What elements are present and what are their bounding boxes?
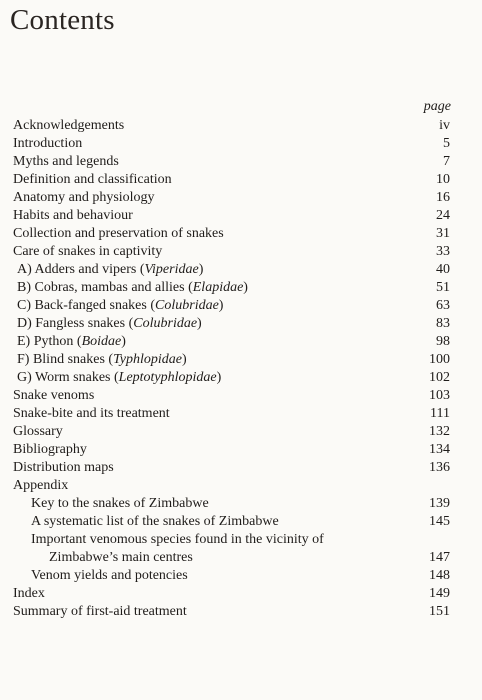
- toc-entry-title: Care of snakes in captivity: [13, 244, 163, 259]
- toc-entry-title: Distribution maps: [13, 460, 114, 475]
- toc-entry: [13, 603, 450, 621]
- toc-entry-title: Summary of first-aid treatment: [13, 604, 187, 619]
- toc-entry-title: A) Adders and vipers (Viperidae): [17, 262, 204, 277]
- family-name: Typhlopidae: [113, 352, 183, 367]
- toc-entry-page: 7: [443, 154, 450, 169]
- toc-entry-page: 139: [429, 496, 450, 511]
- family-name: Colubridae: [133, 316, 198, 331]
- family-name: Boidae: [81, 334, 122, 349]
- toc-entry-page: 136: [429, 460, 450, 475]
- toc-entry-page: 111: [430, 406, 450, 421]
- toc-entry: [13, 405, 450, 423]
- toc-entry-page: 31: [436, 226, 450, 241]
- family-name: Viperidae: [144, 262, 199, 277]
- family-name: Elapidae: [192, 280, 244, 295]
- toc-entry-title: Definition and classification: [13, 172, 172, 187]
- page-column-label: page: [423, 99, 451, 114]
- toc-entry-page: 33: [436, 244, 450, 259]
- toc-entry-title: Introduction: [13, 136, 83, 151]
- toc-entry-title: Glossary: [13, 424, 63, 439]
- toc-subentry: [13, 567, 450, 585]
- toc-entry-family: [13, 297, 450, 315]
- toc-entry-page: 145: [429, 514, 450, 529]
- toc-entry-title: Index: [13, 586, 45, 601]
- toc-entry-page: 10: [436, 172, 450, 187]
- toc-entry-title: B) Cobras, mambas and allies (Elapidae): [17, 280, 248, 295]
- toc-subentry: [13, 531, 450, 567]
- toc-subentry: [13, 495, 450, 513]
- toc-entry-title: Key to the snakes of Zimbabwe: [31, 496, 209, 511]
- toc-entry-title: Appendix: [13, 478, 69, 493]
- toc-entry-page: 5: [443, 136, 450, 151]
- toc-entry-page: 40: [436, 262, 450, 277]
- toc-entry-page: 149: [429, 586, 450, 601]
- toc-entry: [13, 225, 450, 243]
- toc-entry-family: [13, 261, 450, 279]
- toc-entry-family: [13, 351, 450, 369]
- toc-entry-title: Habits and behaviour: [13, 208, 133, 223]
- toc-entry-title: Venom yields and potencies: [31, 568, 188, 583]
- toc-entry-title: Acknowledgements: [13, 118, 125, 133]
- family-name: Leptotyphlopidae: [118, 370, 217, 385]
- toc-entry: [13, 423, 450, 441]
- toc-entry-family: [13, 333, 450, 351]
- toc-entry: [13, 135, 450, 153]
- toc-entry: [13, 207, 450, 225]
- toc-entry: [13, 189, 450, 207]
- toc-entry-title-continuation: Zimbabwe’s main centres: [49, 550, 193, 565]
- toc-entry: [13, 243, 450, 261]
- toc-entry-page: 16: [436, 190, 450, 205]
- toc-entry-page: 151: [429, 604, 450, 619]
- toc-entry-page: 100: [429, 352, 450, 367]
- toc-entry: [13, 153, 450, 171]
- toc-entry-title: Important venomous species found in the vicinity of Zimbabwe’s main centres: [31, 531, 391, 567]
- toc-entry: [13, 171, 450, 189]
- toc-entry-title: Anatomy and physiology: [13, 190, 155, 205]
- toc-entry-page: 24: [436, 208, 450, 223]
- toc-entry: [13, 585, 450, 603]
- toc-entry-page: iv: [439, 118, 450, 133]
- toc-entry-page: 51: [436, 280, 450, 295]
- toc-entry-title: G) Worm snakes (Leptotyphlopidae): [17, 370, 222, 385]
- toc-entry-family: [13, 279, 450, 297]
- toc-entry-title: F) Blind snakes (Typhlopidae): [17, 352, 187, 367]
- toc-entry: [13, 459, 450, 477]
- toc-entry-title: C) Back-fanged snakes (Colubridae): [17, 298, 224, 313]
- toc-entry: [13, 117, 450, 135]
- toc-entry-title: Bibliography: [13, 442, 87, 457]
- toc-entry-page: 83: [436, 316, 450, 331]
- toc-entry-page: 134: [429, 442, 450, 457]
- toc-entry-page: 63: [436, 298, 450, 313]
- table-of-contents: [13, 117, 450, 621]
- toc-subentry: [13, 513, 450, 531]
- toc-entry-family: [13, 315, 450, 333]
- toc-entry-appendix: [13, 477, 450, 495]
- toc-entry-title: Snake-bite and its treatment: [13, 406, 170, 421]
- toc-entry-title: A systematic list of the snakes of Zimbabwe: [31, 514, 279, 529]
- toc-entry-title: E) Python (Boidae): [17, 334, 126, 349]
- page-title: Contents: [10, 4, 115, 36]
- toc-entry-title: Snake venoms: [13, 388, 95, 403]
- toc-entry-family: [13, 369, 450, 387]
- toc-entry-page: 102: [429, 370, 450, 385]
- toc-entry-page: 103: [429, 388, 450, 403]
- toc-entry: [13, 387, 450, 405]
- toc-entry-page: 98: [436, 334, 450, 349]
- toc-entry-page: 148: [429, 568, 450, 583]
- family-name: Colubridae: [155, 298, 219, 313]
- toc-entry: [13, 441, 450, 459]
- toc-entry-title: Collection and preservation of snakes: [13, 226, 224, 241]
- toc-entry-page: 132: [429, 424, 450, 439]
- toc-entry-title: Myths and legends: [13, 154, 119, 169]
- toc-entry-title: D) Fangless snakes (Colubridae): [17, 316, 202, 331]
- toc-entry-page: 147: [429, 550, 450, 565]
